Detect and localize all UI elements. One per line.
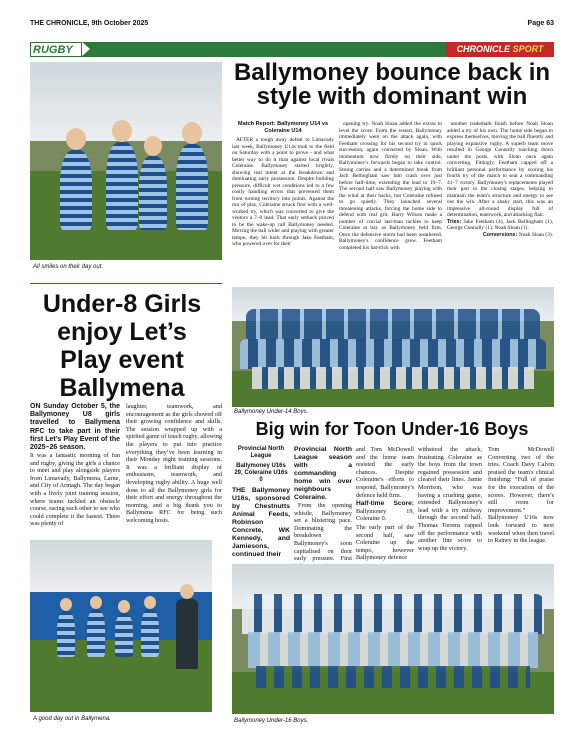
story1-col3: another trademark finish before Noah Sloan added a try of his own. The home side began to express themselves, moving the ball fluently and playing expansive rugby. A superb team move resulted in George Connolly touching down under the posts, with Sloan once again converting. Fittingly, Feetham capped off a brilliant personal performance by scoring his fourth try of the match to seal a commanding 41–7 victory. Ballymoney's replacements played their part in the closing stages, helping to maintain the team's structure and energy to see out the win. After a shaky start, this was an impressive all-round display full of determination, teamwork, and attacking flair. Tries: Jake Feetham (4), Jack Bellingham (1), George Connolly (1), Noah Sloan (1). Conversions: Noah Sloan (3). bbox=[447, 121, 553, 238]
photo-caption-u14: Ballymoney Under-14 Boys. bbox=[234, 409, 309, 415]
page-header bbox=[30, 18, 554, 32]
photo-girls-smiles bbox=[30, 62, 222, 260]
photo-caption-u8: A good day out in Ballymena. bbox=[33, 716, 111, 722]
story1-subhead: Match Report: Ballymoney U14 vs Coleraine U14 bbox=[237, 121, 329, 134]
story3-col3: and Tom McDowell and the home team resisted the early chances. Despite Coleraine's efforts to respond, Ballymoney's defence held firm. Half-time Score: Ballymoney 19, Coleraine 0. The early part of the second half, saw Coleraine up the tempo, however Ballymoney defence bbox=[356, 446, 414, 562]
conversions-label: Conversions: bbox=[482, 231, 518, 238]
photo-u8-girls bbox=[30, 540, 212, 712]
photo-u14-boys bbox=[232, 287, 554, 407]
newspaper-date: THE CHRONICLE, 9th October 2025 bbox=[30, 20, 149, 27]
story2-col2: laughter, teamwork, and encouragement as the girls showed off their growing confidence and skills. The session wrapped up with a spirited game of touch rugby, allowing the players to put into practice everything they’ve been learning in their Monday night training sessions. It was a brilliant display of enthusiasm, teamwork, and developing rugby ability. A huge well done to all the Ballymoney girls for their effort and energy throughout the morning, and a big thank you to Ballymena RFC for being such welcoming hosts. bbox=[126, 403, 222, 524]
story1-col2: opening try. Noah Sloan added the extras to level the score. From the restart, Ballymoney immediately went on the attack again, with Feetham crossing for his second try in quick succession, again converted by Sloan. With momentum now firmly on their side, Ballymoney's forwards began to take control. Strong carries and a determined break from Jack Bellingham saw him crash over just before half-time, extending the lead to 19–7. The second half saw Ballymoney playing with the wind at their backs, but Coleraine refused to go quietly. They launched several threatening attacks, forcing the home side to defend with real grit. Harry Wilson made a number of crucial last-man tackles to keep Coleraine at bay as Ballymoney held firm. Once the defensive storm had been weathered, Ballymoney's confidence grew. Feetham completed his hat-trick with bbox=[339, 121, 442, 251]
page-number: Page 63 bbox=[527, 20, 554, 27]
story1-col1: Match Report: Ballymoney U14 vs Coleraine U14 AFTER a tough away defeat to Limavady last week, Ballymoney U14s took to the field on Saturday with a point to prove - and what better way to do it than against local rivals Coleraine. Ballymoney started brightly, showing real intent at the breakdown and dominating early possession. Despite building pressure, difficult wet conditions led to a few costly handling errors that prevented them from turning territory into points. Against the run of play, Coleraine struck first with a well-worked try, which was converted to give the visitors a 7–0 lead. That early setback proved to be the wake-up call Ballymoney needed. Moving the ball wider and playing with greater tempo, they hit back through Jake Feetham, who powered over for their bbox=[232, 121, 334, 247]
story2-intro: ON Sunday October 5, the Ballymoney U8 girls travelled to Ballymena RFC to take part in their first Let’s Play Event of the 2025–26 season. bbox=[30, 403, 120, 452]
section-label: RUGBY bbox=[30, 42, 82, 57]
story3-subhead-score: Ballymoney U16s 29, Coleraine U16s 0 bbox=[234, 463, 288, 483]
headline-story2: Under-8 Girls enjoy Let’s Play event Ballymena bbox=[42, 290, 202, 402]
section-arrow-icon bbox=[82, 42, 90, 56]
divider bbox=[30, 283, 222, 284]
story3-col5: Tom McDowell Converting two of the tries. Coach Davy Calvin praised the team's clinical finishing: “Full of praise for the execution of the scores. However, there's still room for improvement.” Ballymoney U16s now look forward to next weekend when then travel to Rainey in the league. bbox=[488, 446, 554, 545]
story3-col4: withstood the attack, frustrating Coleraine as the boys from the town regained possession and cleared their lines. Jamie Morrison, who was having a crushing game, extended Ballymoney's lead with a try midway through the second half. Thomas Torrens capped off the performance with another fine score to wrap up the victory. bbox=[418, 446, 482, 552]
photo-caption: All smiles on their day out. bbox=[33, 264, 104, 270]
photo-u16-boys bbox=[232, 564, 554, 714]
photo-caption-u16: Ballymoney Under-16 Boys. bbox=[234, 718, 309, 724]
tries-label: Tries: bbox=[447, 218, 462, 225]
story2-col1: It was a fantastic morning of fun and rugby, giving the girls a chance to meet and play alongside players from Limavady, Ballymena, Larne, and City of Armagh. The day began with a lively joint training session, where teams tackled an obstacle course, racing each other to see who could complete it the fastest. There was plenty of bbox=[30, 452, 120, 528]
headline-story3: Big win for Toon Under-16 Boys bbox=[255, 419, 529, 439]
section-bar bbox=[30, 42, 554, 57]
story3-col2: Provincial North League season with a commanding home win over neighbours Coleraine. From the opening whistle, Ballymoney set a blistering pace. Dominating the breakdown Ballymoney's soon capitalised on their early pressure. First bbox=[294, 446, 352, 563]
brand-logo: CHRONICLE SPORT bbox=[446, 42, 554, 57]
story3-col1: Provincial North League Ballymoney U16s 29, Coleraine U16s 0 THE Ballymoney U16s, sponsored by Chestnutts Animal Feeds, Robinson Concrete, WK Kennedy, and Jamiesons, continued their bbox=[232, 446, 290, 558]
headline-story1: Ballymoney bounce back in style with dominant win bbox=[233, 59, 551, 111]
halftime-label: Half-time Score: bbox=[356, 500, 414, 508]
story3-subhead-league: Provincial North League bbox=[237, 446, 285, 459]
